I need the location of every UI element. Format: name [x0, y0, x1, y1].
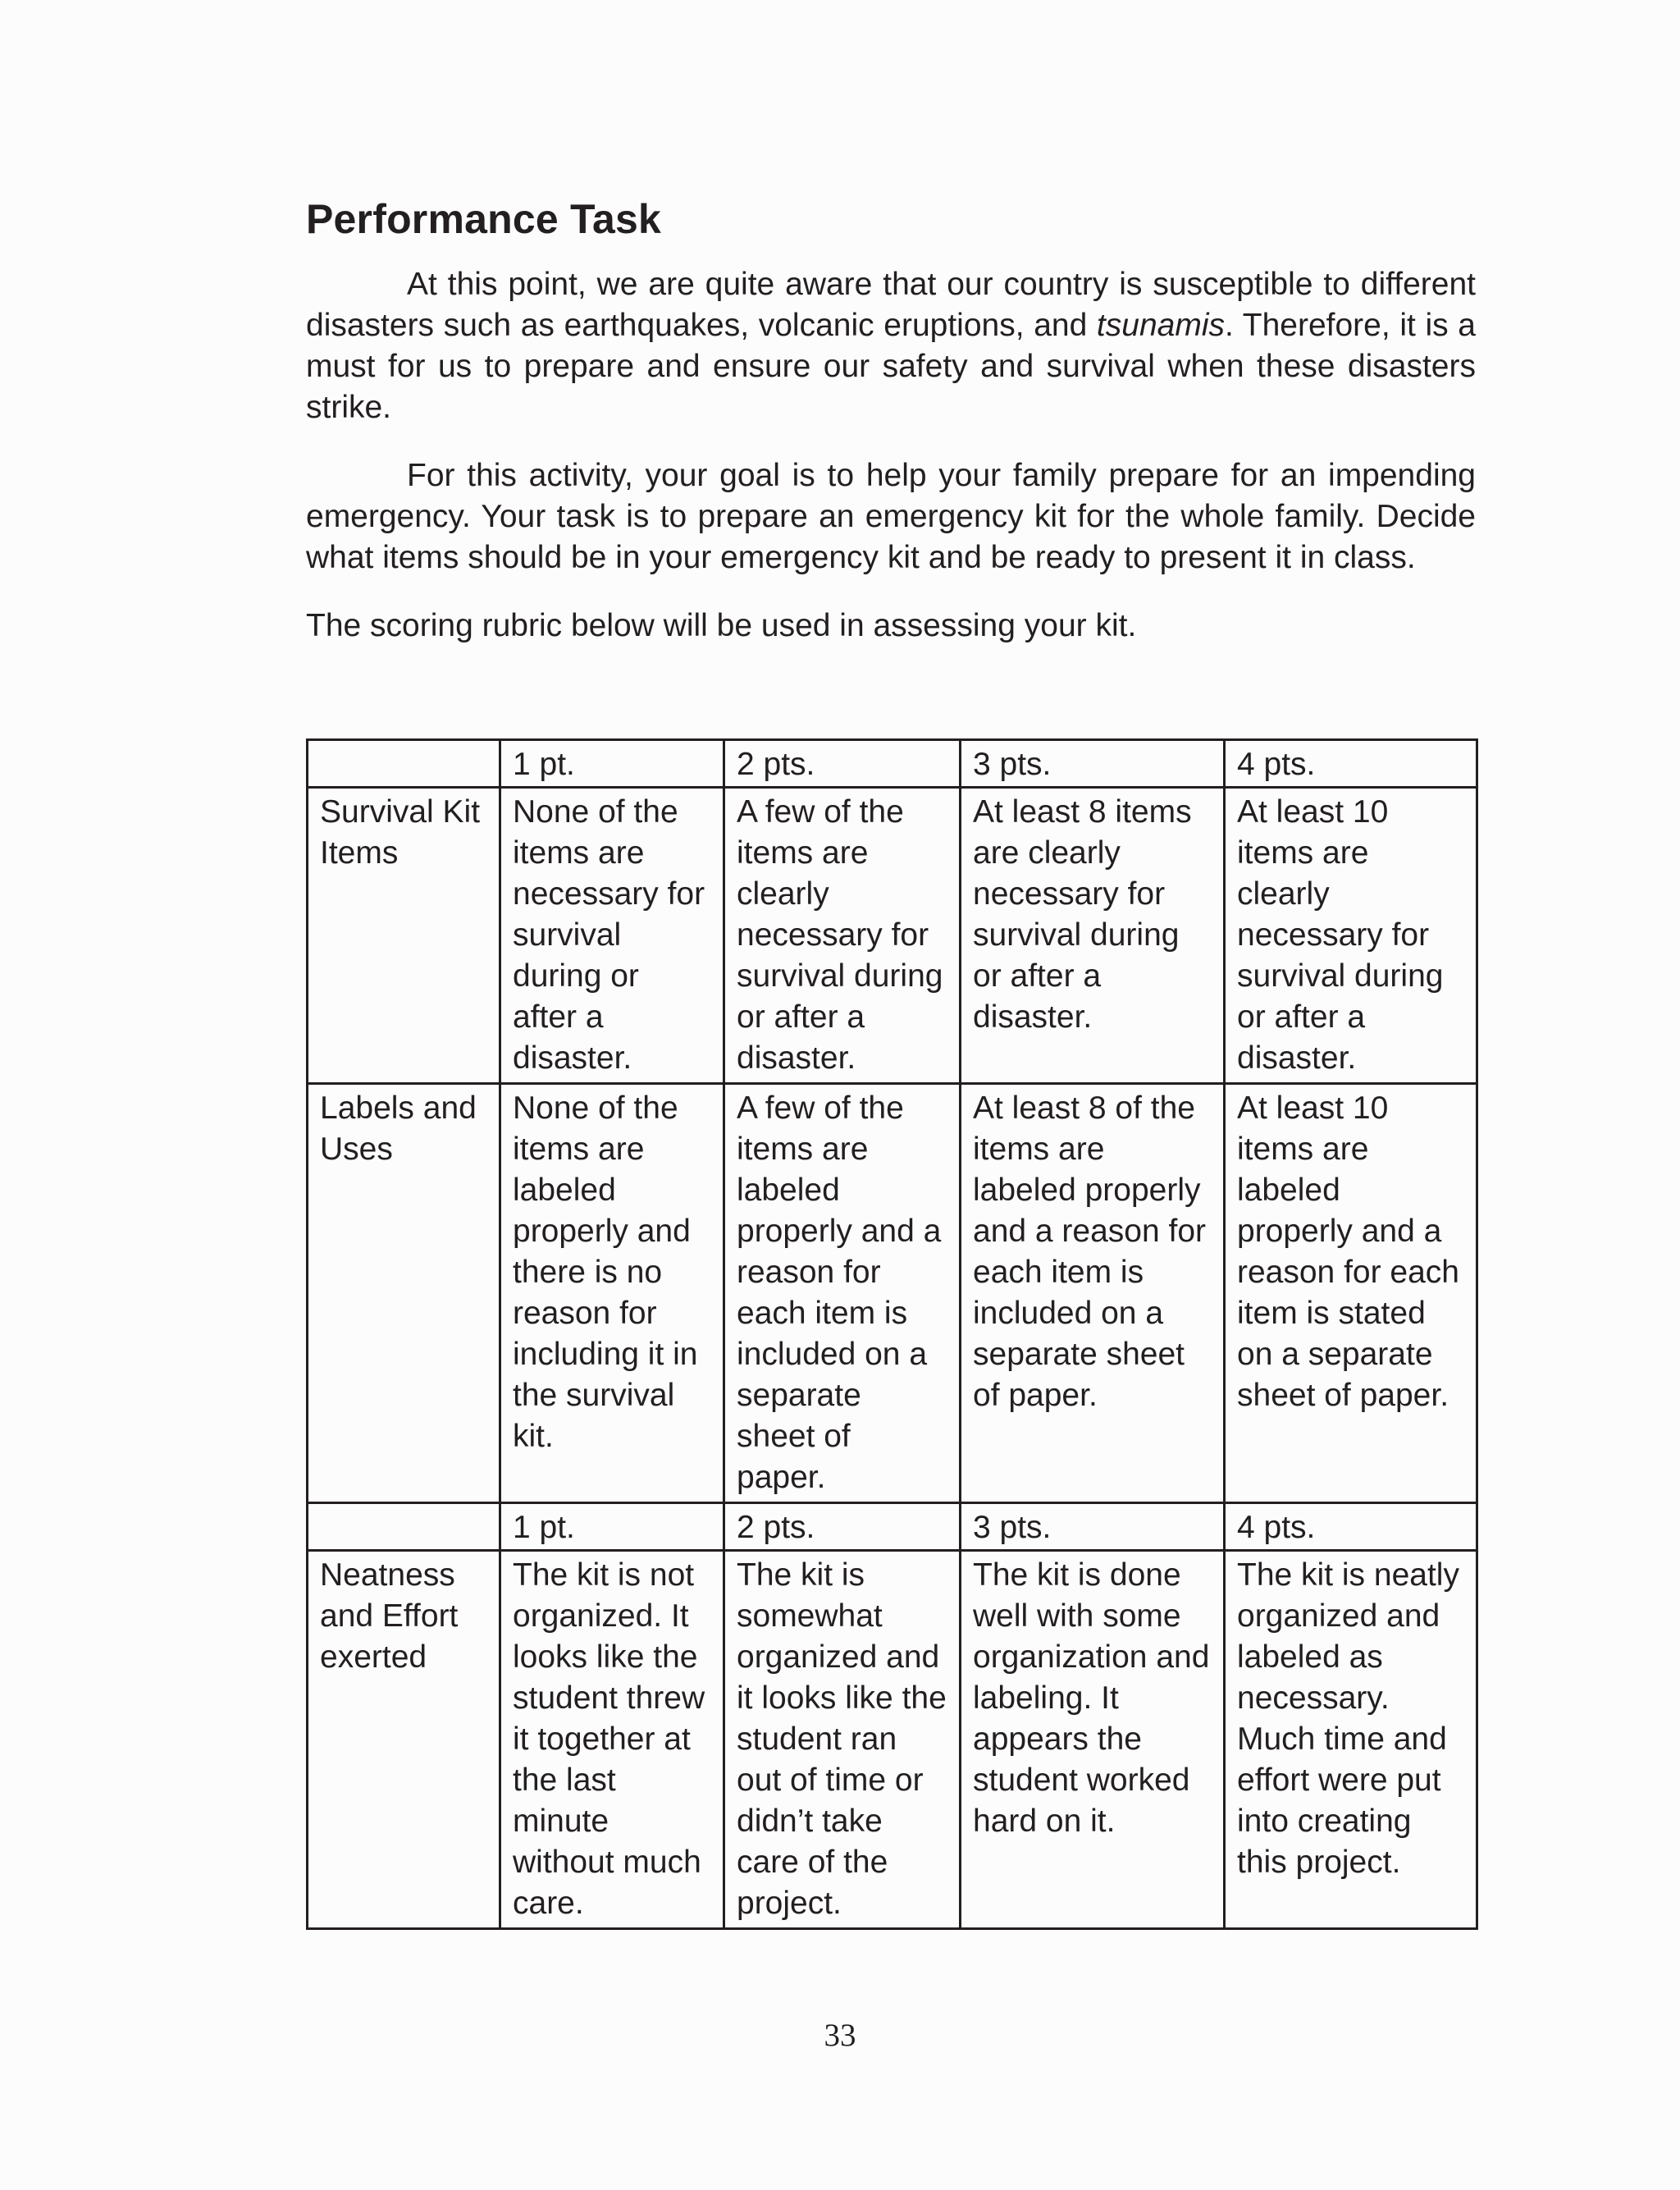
scoring-rubric-table	[306, 738, 1478, 1930]
intro-text-end: . Therefore, it is a must for us to prepare and ensure our safety and survival when these disasters strike.	[306, 308, 1476, 425]
intro-paragraph	[306, 264, 1476, 428]
table-row-labels-and-uses	[308, 1084, 1477, 1503]
header-blank-cell	[308, 1503, 500, 1551]
score-3-cell: At least 8 of the items are labeled properly and a reason for each item is included on a separate sheet of paper.	[961, 1084, 1225, 1503]
header-3pts: 3 pts.	[961, 1503, 1225, 1551]
score-1-cell: None of the items are necessary for survival during or after a disaster.	[500, 788, 724, 1084]
score-4-cell: At least 10 items are clearly necessary for survival during or after a disaster.	[1225, 788, 1477, 1084]
score-1-cell: The kit is not organized. It looks like the student threw it together at the last minute without much care.	[500, 1551, 724, 1929]
intro-italic-term: tsunamis	[1096, 308, 1225, 343]
header-1pt: 1 pt.	[500, 740, 724, 788]
score-3-cell: At least 8 items are clearly necessary for survival during or after a disaster.	[961, 788, 1225, 1084]
criterion-label: Labels and Uses	[308, 1084, 500, 1503]
score-1-cell: None of the items are labeled properly and there is no reason for including it in the survival kit.	[500, 1084, 724, 1503]
header-3pts: 3 pts.	[961, 740, 1225, 788]
page-title: Performance Task	[306, 196, 662, 242]
score-2-cell: A few of the items are labeled properly and a reason for each item is included on a separate sheet of paper.	[724, 1084, 961, 1503]
criterion-label: Neatness and Effort exerted	[308, 1551, 500, 1929]
intro-text-start: At this point, we are quite aware that our country is susceptible to different disasters such as earthquakes, volcanic eruptions, and	[306, 267, 1476, 343]
page-content	[306, 190, 1476, 647]
rubric-intro: The scoring rubric below will be used in assessing your kit.	[306, 608, 1137, 643]
score-2-cell: A few of the items are clearly necessary for survival during or after a disaster.	[724, 788, 961, 1084]
header-4pts: 4 pts.	[1225, 1503, 1477, 1551]
page-number: 33	[824, 2018, 856, 2053]
criterion-label: Survival Kit Items	[308, 788, 500, 1084]
score-2-cell: The kit is somewhat organized and it looks like the student ran out of time or didn’t take care of the project.	[724, 1551, 961, 1929]
header-1pt: 1 pt.	[500, 1503, 724, 1551]
table-row-neatness-and-effort	[308, 1551, 1477, 1929]
header-2pts: 2 pts.	[724, 1503, 961, 1551]
table-header-row	[308, 740, 1477, 788]
score-3-cell: The kit is done well with some organization and labeling. It appears the student worked hard on it.	[961, 1551, 1225, 1929]
activity-paragraph: For this activity, your goal is to help your family prepare for an impending emergency. Your task is to prepare an emergency kit for the whole family. Decide what items should be in your emergency kit and be ready to present it in class.	[306, 458, 1476, 575]
header-blank-cell	[308, 740, 500, 788]
header-4pts: 4 pts.	[1225, 740, 1477, 788]
table-row-survival-kit-items	[308, 788, 1477, 1084]
table-header-row	[308, 1503, 1477, 1551]
score-4-cell: At least 10 items are labeled properly and a reason for each item is stated on a separate sheet of paper.	[1225, 1084, 1477, 1503]
header-2pts: 2 pts.	[724, 740, 961, 788]
score-4-cell: The kit is neatly organized and labeled as necessary. Much time and effort were put into creating this project.	[1225, 1551, 1477, 1929]
